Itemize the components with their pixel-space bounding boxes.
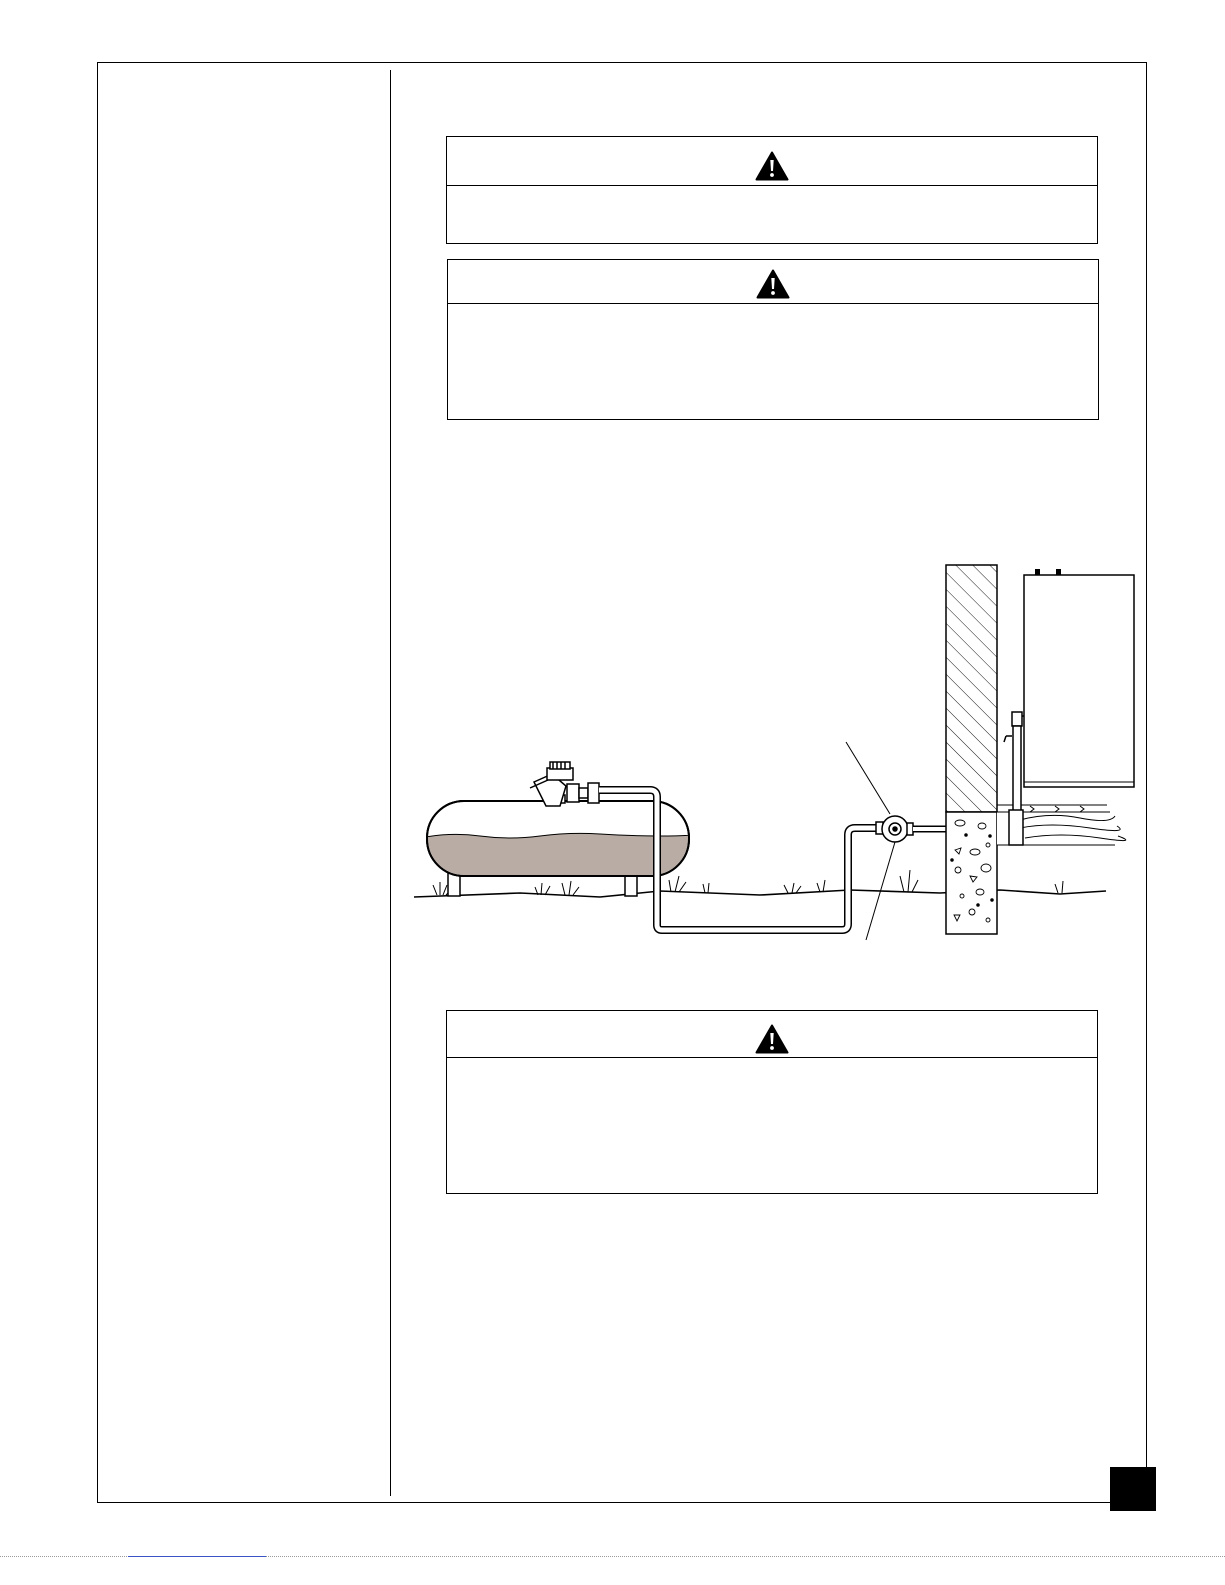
warning-body <box>448 304 1098 419</box>
warning-header <box>447 1011 1097 1058</box>
page-number-badge <box>1110 1467 1156 1511</box>
warning-body <box>447 1058 1097 1193</box>
house-wall <box>946 565 997 812</box>
warning-box-1 <box>446 136 1098 244</box>
warning-triangle-icon <box>756 269 790 299</box>
column-divider <box>390 70 391 1496</box>
leader-line-upper <box>846 742 890 814</box>
wall-heater <box>1024 575 1134 787</box>
footer-link-underline <box>128 1556 266 1557</box>
warning-box-3 <box>446 1010 1098 1194</box>
warning-header <box>447 137 1097 186</box>
warning-body <box>447 186 1097 243</box>
warning-triangle-icon <box>755 151 789 181</box>
warning-triangle-icon <box>755 1024 789 1054</box>
warning-header <box>448 260 1098 304</box>
tank-valve <box>530 762 599 806</box>
second-stage-regulator <box>876 816 913 842</box>
warning-box-2 <box>447 259 1099 420</box>
foundation <box>946 812 997 934</box>
propane-installation-diagram <box>405 560 1140 950</box>
ground-line <box>414 890 1106 897</box>
